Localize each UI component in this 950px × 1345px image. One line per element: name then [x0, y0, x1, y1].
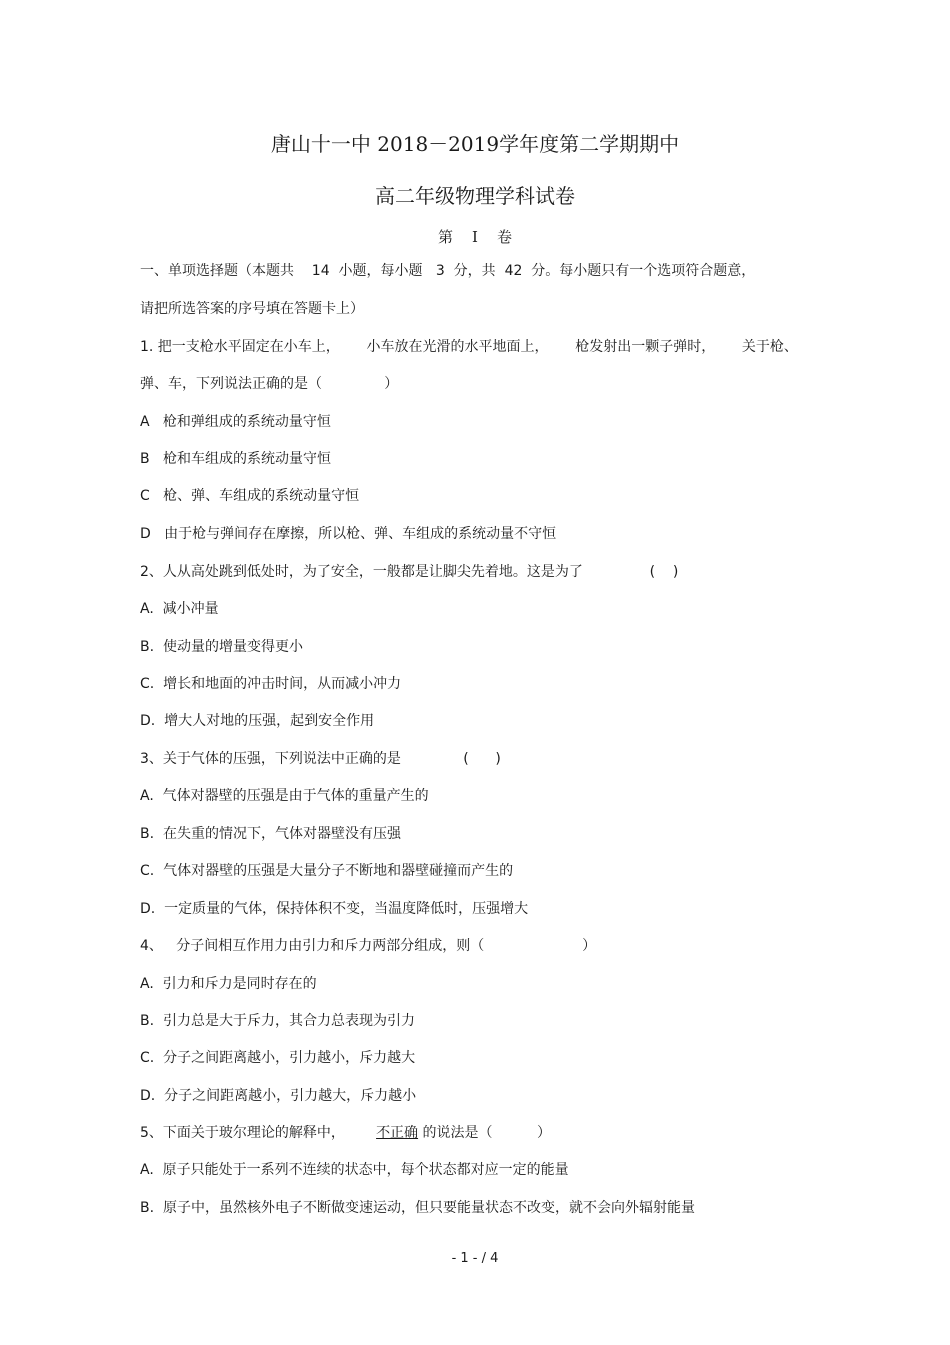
question-2-option-a: A. 减小冲量 — [140, 601, 219, 617]
volume-label: 第 I 卷 — [437, 228, 513, 246]
question-5-stem-prefix: 5、下面关于玻尔理论的解释中， — [140, 1125, 377, 1141]
question-1-stem-line2: 弹、车，下列说法正确的是（ ） — [140, 376, 399, 392]
question-5-option-b: B. 原子中，虽然核外电子不断做变速运动，但只要能量状态不改变，就不会向外辐射能量 — [140, 1200, 695, 1216]
question-5-stem-underlined: 不正确 — [376, 1125, 419, 1141]
question-5-stem — [140, 1124, 551, 1142]
question-5-option-a: A. 原子只能处于一系列不连续的状态中，每个状态都对应一定的能量 — [140, 1162, 569, 1178]
exam-title-line1: 唐山十一中 2018－2019学年度第二学期期中 — [270, 132, 680, 156]
question-2-option-d: D. 增大人对地的压强，起到安全作用 — [140, 713, 375, 729]
question-3-stem: 3、关于气体的压强，下列说法中正确的是 ( ) — [140, 751, 501, 767]
question-3-option-c: C. 气体对器壁的压强是大量分子不断地和器壁碰撞而产生的 — [140, 863, 514, 879]
section-heading-line2: 请把所选答案的序号填在答题卡上） — [140, 301, 364, 317]
question-3-option-b: B. 在失重的情况下，气体对器壁没有压强 — [140, 826, 401, 842]
question-4-option-b: B. 引力总是大于斥力，其合力总表现为引力 — [140, 1013, 415, 1029]
question-4-stem: 4、 分子间相互作用力由引力和斥力两部分组成，则（ ） — [140, 938, 597, 954]
question-5-stem-suffix: 的说法是（ ） — [418, 1125, 552, 1141]
question-1-option-c: C 枪、弹、车组成的系统动量守恒 — [140, 488, 360, 504]
exam-title-line2: 高二年级物理学科试卷 — [375, 184, 575, 208]
question-4-option-c: C. 分子之间距离越小，引力越小，斥力越大 — [140, 1050, 416, 1066]
section-heading-line1: 一、单项选择题（本题共 14 小题，每小题 3 分，共 42 分。每小题只有一个选项符合题意， — [140, 263, 756, 279]
question-3-option-d: D. 一定质量的气体，保持体积不变，当温度降低时，压强增大 — [140, 901, 529, 917]
question-3-option-a: A. 气体对器壁的压强是由于气体的重量产生的 — [140, 788, 429, 804]
question-2-option-b: B. 使动量的增量变得更小 — [140, 639, 303, 655]
question-1-option-a: A 枪和弹组成的系统动量守恒 — [140, 414, 331, 430]
question-1-option-b: B 枪和车组成的系统动量守恒 — [140, 451, 331, 467]
question-2-option-c: C. 增长和地面的冲击时间，从而减小冲力 — [140, 676, 402, 692]
question-1-option-d: D 由于枪与弹间存在摩擦，所以枪、弹、车组成的系统动量不守恒 — [140, 526, 557, 542]
question-2-stem: 2、人从高处跳到低处时，为了安全，一般都是让脚尖先着地。这是为了 ( ) — [140, 564, 679, 580]
question-4-option-d: D. 分子之间距离越小，引力越大，斥力越小 — [140, 1088, 417, 1104]
page-number-footer: - 1 - / 4 — [451, 1251, 499, 1266]
question-4-option-a: A. 引力和斥力是同时存在的 — [140, 976, 317, 992]
question-1-stem-line1: 1. 把一支枪水平固定在小车上， 小车放在光滑的水平地面上， 枪发射出一颗子弹时， 关于枪、 — [140, 339, 798, 355]
